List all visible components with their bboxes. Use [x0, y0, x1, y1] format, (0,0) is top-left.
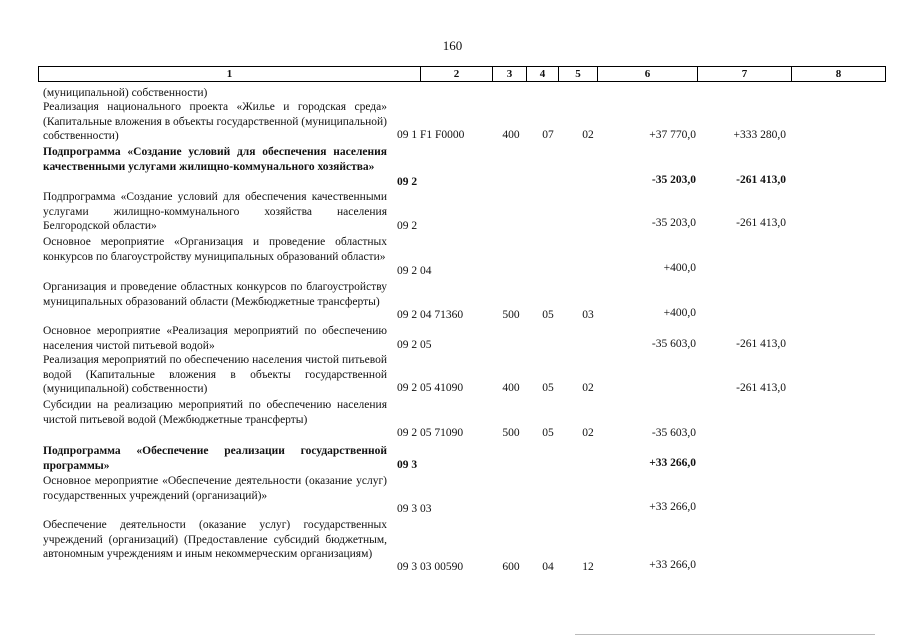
row-col5: 12 [582, 561, 594, 573]
row-description: Обеспечение деятельности (оказание услуг) государственных учреждений (организаций) (Предоставление субсидий бюджетным, автономным учреждениям и иным некоммерческим организациям) [43, 519, 387, 560]
row-code: 09 2 04 [397, 265, 432, 277]
column-header-2: 2 [420, 67, 492, 81]
column-header-7: 7 [697, 67, 791, 81]
row-col3: 500 [502, 309, 520, 321]
page-number: 160 [442, 38, 463, 53]
row-description: Реализация мероприятий по обеспечению населения чистой питьевой водой (Капитальные вложения в объекты государственной (муниципальной) собственности) [43, 354, 387, 395]
row-col4: 05 [542, 427, 554, 439]
row-col6: +37 770,0 [649, 129, 696, 141]
row-code: 09 2 05 [397, 339, 432, 351]
row-description: (муниципальной) собственности) [43, 87, 208, 99]
column-header-8: 8 [791, 67, 885, 81]
row-col7: +333 280,0 [733, 129, 786, 141]
footer-divider [575, 634, 875, 635]
row-code: 09 2 04 71360 [397, 309, 464, 321]
row-code: 09 2 [397, 176, 418, 188]
row-col5: 03 [582, 309, 594, 321]
row-col6: -35 603,0 [651, 427, 696, 439]
row-description: Основное мероприятие «Реализация мероприятий по обеспечению населения чистой питьевой водой» [43, 325, 387, 352]
column-header-6: 6 [597, 67, 697, 81]
row-code: 09 3 [397, 459, 418, 471]
row-description: Основное мероприятие «Обеспечение деятельности (оказание услуг) государственных учреждений (организаций)» [43, 475, 387, 502]
row-code: 09 3 03 [397, 503, 432, 515]
row-col7: -261 413,0 [736, 338, 786, 350]
row-col6: -35 203,0 [651, 217, 696, 229]
row-col6: +33 266,0 [649, 559, 696, 571]
row-col6: -35 203,0 [651, 174, 696, 186]
column-header-1: 1 [226, 68, 233, 80]
row-col3: 400 [502, 129, 520, 141]
row-col6: +33 266,0 [649, 501, 696, 513]
row-description: Реализация национального проекта «Жилье и городская среда» (Капитальные вложения в объекты государственной (муниципальной) собственности) [43, 101, 387, 142]
row-col3: 500 [502, 427, 520, 439]
row-col5: 02 [582, 382, 594, 394]
row-col3: 400 [502, 382, 520, 394]
row-col6: +33 266,0 [649, 457, 696, 469]
row-col4: 04 [542, 561, 554, 573]
row-code: 09 2 05 41090 [397, 382, 464, 394]
column-header-3: 3 [492, 67, 526, 81]
row-col3: 600 [502, 561, 520, 573]
row-col7: -261 413,0 [736, 382, 786, 394]
column-header-4: 4 [526, 67, 558, 81]
row-description: Субсидии на реализацию мероприятий по обеспечению населения чистой питьевой водой (Межбюджетные трансферты) [43, 399, 387, 426]
row-col6: -35 603,0 [651, 338, 696, 350]
row-code: 09 2 [397, 220, 418, 232]
table-header-row [38, 66, 886, 82]
row-code: 09 1 F1 F0000 [397, 129, 465, 141]
row-description: Подпрограмма «Создание условий для обеспечения качественными услугами жилищно-коммунального хозяйства населения Белгородской области» [43, 191, 387, 232]
row-code: 09 3 03 00590 [397, 561, 464, 573]
row-col4: 05 [542, 309, 554, 321]
row-col7: -261 413,0 [736, 174, 786, 186]
row-description: Подпрограмма «Создание условий для обеспечения населения качественными услугами жилищно-коммунального хозяйства» [43, 146, 387, 173]
column-header-5: 5 [558, 67, 597, 81]
row-col4: 05 [542, 382, 554, 394]
row-description: Основное мероприятие «Организация и проведение областных конкурсов по благоустройству муниципальных образований области» [43, 236, 387, 263]
row-col4: 07 [542, 129, 554, 141]
row-col5: 02 [582, 129, 594, 141]
row-description: Подпрограмма «Обеспечение реализации государственной программы» [43, 445, 387, 472]
row-col7: -261 413,0 [736, 217, 786, 229]
row-description: Организация и проведение областных конкурсов по благоустройству муниципальных образований области (Межбюджетные трансферты) [43, 281, 387, 308]
row-col6: +400,0 [663, 262, 696, 274]
row-col6: +400,0 [663, 307, 696, 319]
row-code: 09 2 05 71090 [397, 427, 464, 439]
row-col5: 02 [582, 427, 594, 439]
